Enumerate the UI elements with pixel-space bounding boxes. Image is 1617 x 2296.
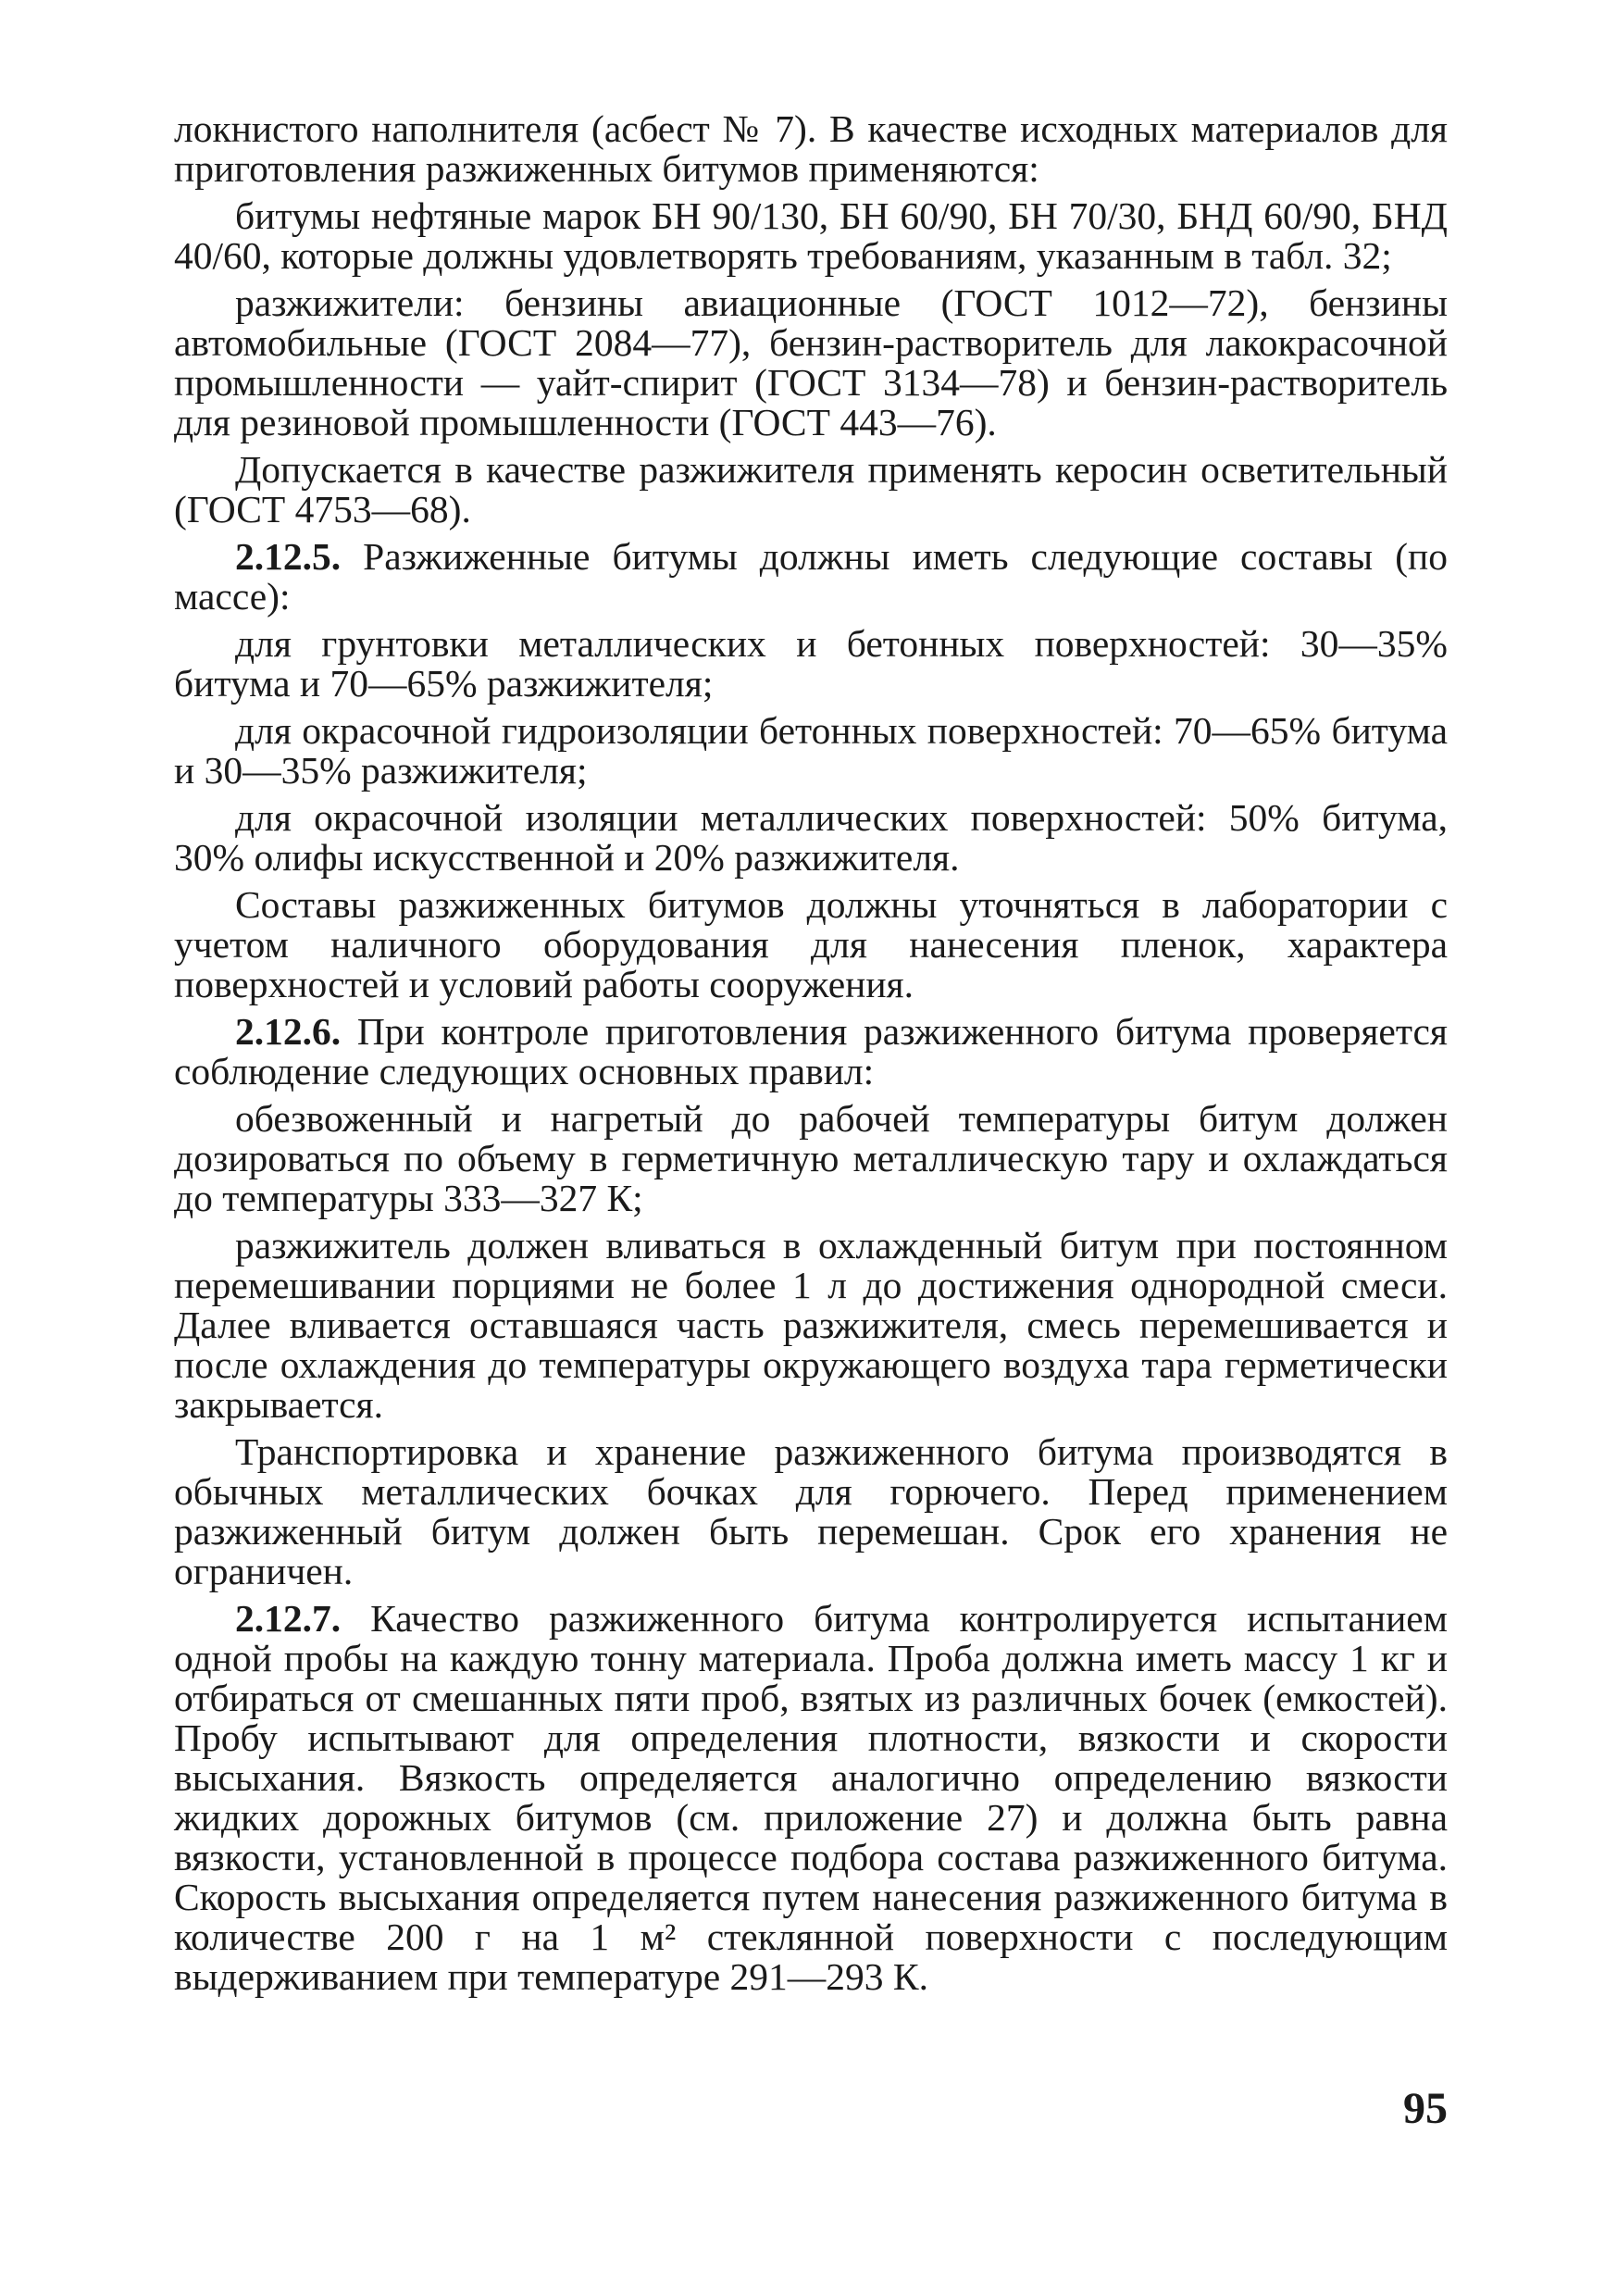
paragraph-13: Транспортировка и хранение разжиженного битума производятся в обычных металлических бочках для горючего. Перед применением разжиженный битум должен быть перемешан. Срок его хранения не ограничен. (174, 1430, 1448, 1592)
paragraph-6: для грунтовки металлических и бетонных поверхностей: 30—35% битума и 70—65% разжижителя; (174, 622, 1448, 705)
section-number: 2.12.7. (235, 1597, 342, 1640)
paragraph-1: локнистого наполнителя (асбест № 7). В качестве исходных материалов для приготовления разжиженных битумов применяются: (174, 107, 1448, 190)
paragraph-11: обезвоженный и нагретый до рабочей температуры битум должен дозироваться по объему в герметичную металлическую тару и охлаждаться до температуры 333—327 К; (174, 1097, 1448, 1219)
paragraph-section-2-12-7: 2.12.7. Качество разжиженного битума контролируется испытанием одной пробы на каждую тонну материала. Проба должна иметь массу 1 кг и отбираться от смешанных пяти проб, взятых из различных бочек (емкостей). Пробу испытывают для определения плотности, вязкости и скорости высыхания. Вязкость определяется аналогично определению вязкости жидких дорожных битумов (см. приложение 27) и должна быть равна вязкости, установленной в процессе подбора состава разжиженного битума. Скорость высыхания определяется путем нанесения разжиженного битума в количестве 200 г на 1 м² стеклянной поверхности с последующим выдерживанием при температуре 291—293 К. (174, 1597, 1448, 1998)
paragraph-3: разжижители: бензины авиационные (ГОСТ 1012—72), бензины автомобильные (ГОСТ 2084—77), бензин-растворитель для лакокрасочной промышленности — уайт-спирит (ГОСТ 3134—78) и бензин-растворитель для резиновой промышленности (ГОСТ 443—76). (174, 281, 1448, 443)
paragraph-section-2-12-5: 2.12.5. Разжиженные битумы должны иметь следующие составы (по массе): (174, 535, 1448, 618)
paragraph-2: битумы нефтяные марок БН 90/130, БН 60/90, БН 70/30, БНД 60/90, БНД 40/60, которые должны удовлетворять требованиям, указанным в табл. 32; (174, 194, 1448, 277)
section-number: 2.12.5. (235, 535, 342, 578)
paragraph-9: Составы разжиженных битумов должны уточняться в лаборатории с учетом наличного оборудования для нанесения пленок, характера поверхностей и условий работы сооружения. (174, 883, 1448, 1005)
paragraph-7: для окрасочной гидроизоляции бетонных поверхностей: 70—65% битума и 30—35% разжижителя; (174, 709, 1448, 792)
paragraph-8: для окрасочной изоляции металлических поверхностей: 50% битума, 30% олифы искусственной и 20% разжижителя. (174, 796, 1448, 879)
paragraph-4: Допускается в качестве разжижителя применять керосин осветительный (ГОСТ 4753—68). (174, 448, 1448, 530)
page-body (174, 109, 1448, 2004)
page-number: 95 (1403, 2084, 1448, 2133)
paragraph-section-2-12-6: 2.12.6. При контроле приготовления разжиженного битума проверяется соблюдение следующих основных правил: (174, 1010, 1448, 1092)
section-number: 2.12.6. (235, 1010, 342, 1053)
paragraph-12: разжижитель должен вливаться в охлажденный битум при постоянном перемешивании порциями не более 1 л до достижения однородной смеси. Далее вливается оставшаяся часть разжижителя, смесь перемешивается и после охлаждения до температуры окружающего воздуха тара герметически закрывается. (174, 1224, 1448, 1426)
